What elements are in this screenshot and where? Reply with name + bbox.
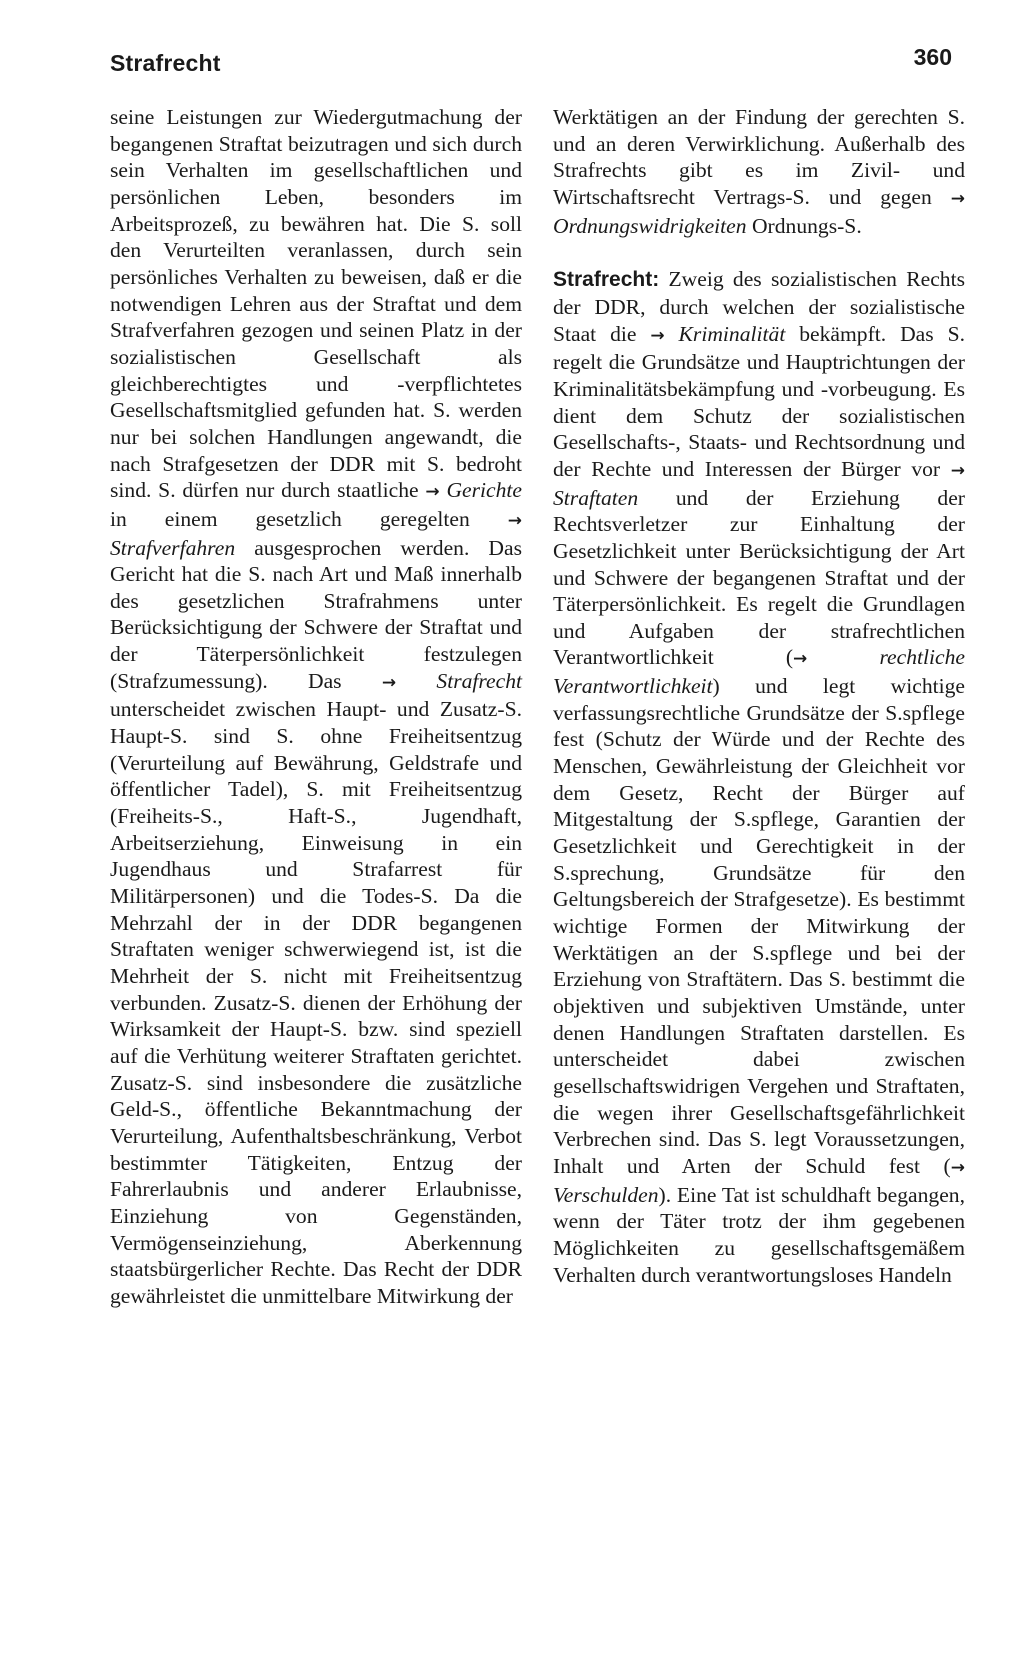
cross-reference: rechtliche Verantwortlichkeit	[553, 645, 965, 699]
cross-reference: Ordnungswidrigkeiten	[553, 213, 747, 238]
arrow-right-icon: →	[507, 510, 522, 531]
entry-headword: Strafrecht:	[553, 268, 660, 292]
arrow-right-icon: →	[425, 482, 440, 503]
arrow-right-icon: →	[950, 460, 965, 481]
left-column-paragraph: seine Leistungen zur Wiedergutmachung der begangenen Straftat beizutragen und sich durch sein Verhalten im gesellschaftlichen und persönlichen Leben, besonders im Arbeitsprozeß, zu bewähren hat. Die S. soll den Verurteilten veranlassen, durch sein persönliches Verhalten zu beweisen, daß er die notwendigen Lehren aus der Straftat und dem Strafverfahren gezogen und seinen Platz in der sozialistischen Gesellschaft als gleichberechtigtes und -verpflichtetes Gesellschaftsmitglied gefunden hat. S. werden nur bei solchen Handlungen angewandt, die nach Strafgesetzen der DDR mit S. bedroht sind. S. dürfen nur durch staatliche → Gerichte in einem gesetzlich geregelten → Strafverfahren ausgesprochen werden. Das Gericht hat die S. nach Art und Maß innerhalb des gesetzlichen Strafrahmens unter Berücksichtigung der Schwere der Straftat und der Täterpersönlichkeit festzulegen (Strafzumessung). Das → Strafrecht unterscheidet zwischen Haupt- und Zusatz-S. Haupt-S. sind S. ohne Freiheitsentzug (Verurteilung auf Bewährung, Geldstrafe und öffentlicher Tadel), S. mit Freiheitsentzug (Freiheits-S., Haft-S., Jugendhaft, Arbeitserziehung, Einweisung in ein Jugendhaus und Strafarrest für Militärpersonen) und die Todes-S. Da die Mehrzahl der in der DDR begangenen Straftaten weniger schwerwiegend ist, ist die Mehrheit der S. nicht mit Freiheitsentzug verbunden. Zusatz-S. dienen der Erhöhung der Wirksamkeit der Haupt-S. bzw. sind speziell auf die Verhütung weiterer Straftaten gerichtet. Zusatz-S. sind insbesondere die zusätzliche Geld-S., öffentliche Bekanntmachung der Verurteilung, Aufenthaltsbeschränkung, Verbot bestimmter Tätigkeiten, Entzug der Fahrerlaubnis und anderer Erlaubnisse, Einziehung von Gegenständen, Vermögenseinziehung, Aberkennung staatsbürgerlicher Rechte. Das Recht der DDR gewährleistet die unmittelbare Mitwirkung der	[110, 105, 522, 1308]
cross-reference: Kriminalität	[678, 321, 786, 346]
arrow-right-icon: →	[950, 188, 965, 209]
right-column	[553, 104, 965, 1288]
arrow-right-icon: →	[950, 1157, 965, 1178]
arrow-right-icon: →	[793, 649, 808, 670]
cross-reference: Strafverfahren	[110, 535, 236, 560]
arrow-right-icon: →	[650, 325, 665, 346]
page-number: 360	[913, 44, 952, 70]
entry-strafrecht	[553, 266, 965, 1288]
entry-body: Zweig des sozialistischen Rechts der DDR, durch welchen der sozialistische Staat die → Kriminalität bekämpft. Das S. regelt die Grundsätze und Hauptrichtungen der Kriminalitätsbekämpfung und -vorbeugung. Es dient dem Schutz der sozialistischen Gesellschafts-, Staats- und Rechtsordnung und der Rechte und Interessen der Bürger vor → Straftaten und der Erziehung der Rechtsverletzer zur Einhaltung der Gesetzlichkeit unter Berücksichtigung der Art und Schwere der begangenen Straftat und der Täterpersönlichkeit. Es regelt die Grundlagen und Aufgaben der strafrechtlichen Verantwortlichkeit (→ rechtliche Verantwortlichkeit) und legt wichtige verfassungsrechtliche Grundsätze der S.spflege fest (Schutz der Würde und der Rechte des Menschen, Gewährleistung der Gleichheit vor dem Gesetz, Recht der Bürger auf Mitgestaltung der S.spflege, Garantien der Gesetzlichkeit und Gerechtigkeit in der S.sprechung, Grundsätze für den Geltungsbereich der Strafgesetze). Es bestimmt wichtige Formen der Mitwirkung der Werktätigen an der S.spflege und bei der Erziehung von Straftätern. Das S. bestimmt die objektiven und subjektiven Umstände, unter denen Handlungen Straftaten darstellen. Es unterscheidet dabei zwischen gesellschaftswidrigen Vergehen und Straftaten, die wegen ihrer Gesellschaftsgefährlichkeit Verbrechen sind. Das S. legt Voraussetzungen, Inhalt und Arten der Schuld fest (→ Verschulden). Eine Tat ist schuldhaft begangen, wenn der Täter trotz der ihm gegebenen Möglichkeiten zu gesellschaftsgemäßem Verhalten durch verantwortungsloses Handeln	[553, 267, 965, 1287]
cross-reference: Strafrecht	[436, 668, 522, 693]
arrow-right-icon: →	[381, 672, 397, 693]
cross-reference: Gerichte	[446, 478, 522, 503]
left-column	[110, 104, 522, 1310]
continuation-paragraph: Werktätigen an der Findung der gerechten S. und an deren Verwirklichung. Außerhalb des Strafrechts gibt es im Zivil- und Wirtschaftsrecht Vertrags-S. und gegen → Ordnungswidrigkeiten Ordnungs-S.	[553, 105, 965, 238]
cross-reference: Verschulden	[553, 1182, 659, 1207]
running-head: Strafrecht	[110, 50, 221, 76]
cross-reference: Straftaten	[553, 485, 639, 510]
